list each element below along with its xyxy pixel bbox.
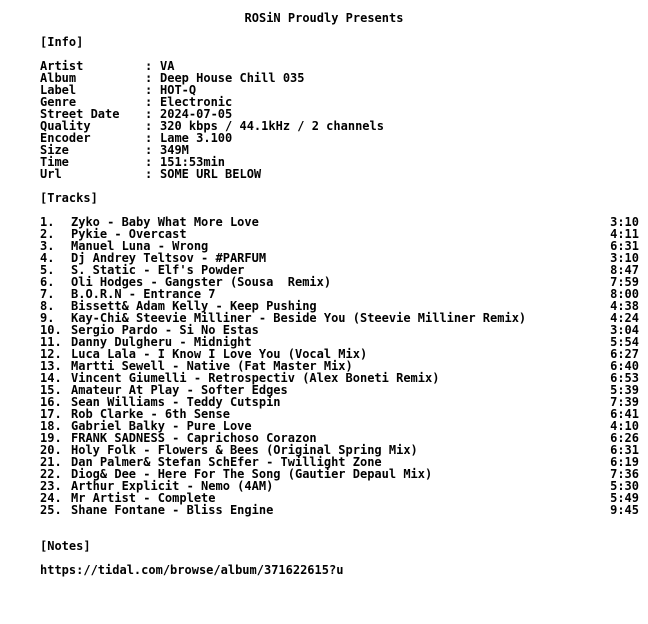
track-number: 5. [40,263,55,277]
info-colon: : [145,131,153,145]
notes-section-label: [Notes] [40,539,91,553]
track-title: FRANK SADNESS - Caprichoso Corazon [71,431,317,445]
track-title: Oli Hodges - Gangster (Sousa Remix) [71,275,332,289]
info-colon: : [145,155,153,169]
track-duration: 5:30 [610,479,639,493]
track-duration: 6:40 [610,359,639,373]
track-duration: 4:24 [610,311,639,325]
track-number: 15. [40,383,62,397]
info-colon: : [145,71,153,85]
track-number: 9. [40,311,55,325]
track-duration: 4:10 [610,419,639,433]
track-duration: 7:36 [610,467,639,481]
track-number: 4. [40,251,55,265]
track-duration: 8:47 [610,263,639,277]
info-colon: : [145,119,153,133]
track-number: 12. [40,347,62,361]
info-colon: : [145,143,153,157]
track-number: 16. [40,395,62,409]
track-title: Luca Lala - I Know I Love You (Vocal Mix) [71,347,368,361]
track-duration: 5:39 [610,383,639,397]
track-duration: 6:31 [610,443,639,457]
track-duration: 4:11 [610,227,639,241]
track-title: Diog& Dee - Here For The Song (Gautier Depaul Mix) [71,467,433,481]
info-value: 320 kbps / 44.1kHz / 2 channels [160,119,384,133]
track-number: 10. [40,323,62,337]
track-title: Kay-Chi& Steevie Milliner - Beside You (Steevie Milliner Remix) [71,311,527,325]
track-title: Arthur Explicit - Nemo (4AM) [71,479,274,493]
track-duration: 5:49 [610,491,639,505]
info-value: 2024-07-05 [160,107,233,121]
track-title: Dan Palmer& Stefan SchEfer - Twillight Zone [71,455,382,469]
track-number: 22. [40,467,62,481]
track-title: Holy Folk - Flowers & Bees (Original Spring Mix) [71,443,418,457]
info-value: Deep House Chill 035 [160,71,305,85]
track-duration: 3:04 [610,323,639,337]
track-title: Sean Williams - Teddy Cutspin [71,395,281,409]
track-number: 11. [40,335,62,349]
info-colon: : [145,107,153,121]
track-duration: 6:41 [610,407,639,421]
notes-url: https://tidal.com/browse/album/371622615?u [40,563,344,577]
track-duration: 3:10 [610,251,639,265]
track-title: Manuel Luna - Wrong [71,239,209,253]
track-number: 19. [40,431,62,445]
info-value: HOT-Q [160,83,197,97]
info-label: Quality [40,119,91,133]
track-title: Shane Fontane - Bliss Engine [71,503,274,517]
track-duration: 5:54 [610,335,639,349]
track-duration: 9:45 [610,503,639,517]
track-number: 1. [40,215,55,229]
track-duration: 7:59 [610,275,639,289]
track-title: Sergio Pardo - Si No Estas [71,323,259,337]
track-title: Vincent Giumelli - Retrospectiv (Alex Boneti Remix) [71,371,440,385]
track-duration: 6:27 [610,347,639,361]
track-title: Rob Clarke - 6th Sense [71,407,230,421]
info-colon: : [145,95,153,109]
info-label: Album [40,71,77,85]
track-number: 21. [40,455,62,469]
info-label: Url [40,167,62,181]
info-value: VA [160,59,175,73]
track-title: S. Static - Elf's Powder [71,263,245,277]
info-colon: : [145,167,153,181]
track-title: Gabriel Balky - Pure Love [71,419,252,433]
track-title: Mr Artist - Complete [71,491,216,505]
track-number: 6. [40,275,55,289]
track-number: 13. [40,359,62,373]
track-number: 17. [40,407,62,421]
track-number: 23. [40,479,62,493]
track-title: Dj Andrey Teltsov - #PARFUM [71,251,267,265]
track-duration: 7:39 [610,395,639,409]
info-value: SOME URL BELOW [160,167,262,181]
track-title: Bissett& Adam Kelly - Keep Pushing [71,299,317,313]
track-duration: 6:53 [610,371,639,385]
track-number: 8. [40,299,55,313]
info-colon: : [145,59,153,73]
info-label: Time [40,155,69,169]
info-label: Artist [40,59,84,73]
track-title: Amateur At Play - Softer Edges [71,383,288,397]
info-label: Encoder [40,131,91,145]
info-label: Street Date [40,107,120,121]
track-number: 20. [40,443,62,457]
track-duration: 6:19 [610,455,639,469]
track-number: 3. [40,239,55,253]
track-number: 18. [40,419,62,433]
track-duration: 6:31 [610,239,639,253]
track-number: 2. [40,227,55,241]
track-number: 14. [40,371,62,385]
track-duration: 6:26 [610,431,639,445]
track-number: 24. [40,491,62,505]
info-section-label: [Info] [40,35,84,49]
track-title: Danny Dulgheru - Midnight [71,335,252,349]
info-value: Lame 3.100 [160,131,233,145]
track-title: Zyko - Baby What More Love [71,215,259,229]
track-title: Pykie - Overcast [71,227,187,241]
info-value: 151:53min [160,155,226,169]
info-label: Label [40,83,77,97]
page-title: ROSiN Proudly Presents [244,11,404,25]
info-label: Size [40,143,69,157]
info-label: Genre [40,95,77,109]
track-number: 25. [40,503,62,517]
info-colon: : [145,83,153,97]
track-number: 7. [40,287,55,301]
track-title: B.O.R.N - Entrance 7 [71,287,216,301]
track-title: Martti Sewell - Native (Fat Master Mix) [71,359,353,373]
track-duration: 4:38 [610,299,639,313]
info-value: Electronic [160,95,233,109]
tracks-section-label: [Tracks] [40,191,98,205]
track-duration: 3:10 [610,215,639,229]
info-value: 349M [160,143,189,157]
track-duration: 8:00 [610,287,639,301]
